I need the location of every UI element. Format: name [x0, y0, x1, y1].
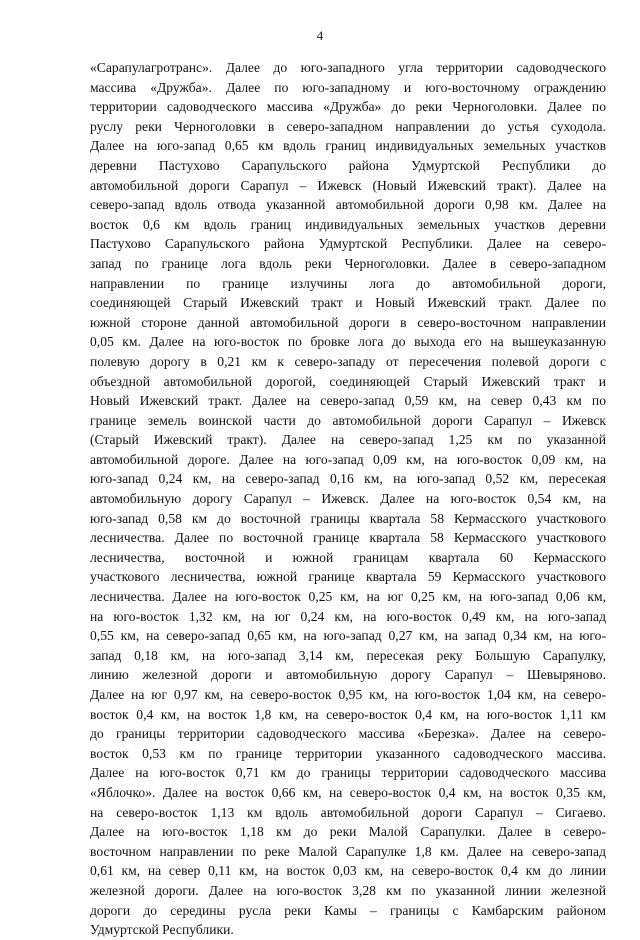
text-line: запад по границе лога вдоль реки Черноголовки. Далее в северо-западном: [90, 255, 606, 271]
text-line: «Яблочко». Далее на восток 0,66 км, на северо-восток 0,4 км, на восток 0,35 км,: [90, 784, 606, 800]
text-line: Удмуртской Республики.: [90, 922, 234, 938]
text-line: железной дороги. Далее на юго-восток 3,28 км по указанной линии железной: [90, 882, 606, 898]
text-line: до границы территории садоводческого массива «Березка». Далее на северо-: [90, 726, 606, 742]
text-line: лесничества. Далее по восточной границе квартала 58 Кермасского участкового: [90, 530, 606, 546]
text-line: юго-запад 0,24 км, на северо-запад 0,16 км, на юго-запад 0,52 км, пересекая: [90, 471, 606, 487]
text-line: на юго-восток 1,32 км, на юг 0,24 км, на юго-восток 0,49 км, на юго-запад: [90, 608, 606, 624]
text-line: автомобильную дорогу Сарапул – Ижевск. Далее на юго-восток 0,54 км, на: [90, 491, 606, 507]
text-line: Далее на юго-восток 0,71 км до границы территории садоводческого массива: [90, 765, 606, 781]
text-line: «Сарапулагротранс». Далее до юго-западного угла территории садоводческого: [90, 60, 606, 75]
text-line: участкового лесничества, южной границе квартала 59 Кермасского участкового: [90, 569, 606, 585]
text-line: объездной автомобильной дорогой, соединяющей Старый Ижевский тракт и: [90, 373, 606, 389]
text-line: автомобильной дороги Сарапул – Ижевск (Новый Ижевский тракт). Далее на: [90, 177, 606, 193]
text-line: восток 0,4 км, на восток 1,8 км, на северо-восток 0,4 км, на юго-восток 1,11 км: [90, 706, 606, 722]
text-line: соединяющей Старый Ижевский тракт и Новый Ижевский тракт. Далее по: [90, 295, 606, 311]
text-line: 0,61 км, на север 0,11 км, на восток 0,03 км, на северо-восток 0,4 км до линии: [90, 863, 606, 879]
text-line: границе земель воинской части до автомобильной дороги Сарапул – Ижевск: [90, 412, 606, 428]
text-line: Новый Ижевский тракт. Далее на северо-запад 0,59 км, на север 0,43 км по: [90, 393, 606, 409]
text-line: Далее на юг 0,97 км, на северо-восток 0,95 км, на юго-восток 1,04 км, на северо-: [90, 687, 606, 702]
text-line: (Старый Ижевский тракт). Далее на северо-запад 1,25 км по указанной: [90, 432, 606, 448]
text-line: восточном направлении по реке Малой Сарапулке 1,8 км. Далее на северо-запад: [90, 843, 606, 859]
text-line: территории садоводческого массива «Дружба» до реки Черноголовки. Далее по: [90, 99, 606, 115]
text-line: восток 0,53 км по границе территории указанного садоводческого массива.: [90, 745, 606, 761]
text-line: дороги до середины русла реки Камы – границы с Камбарским районом: [90, 902, 606, 918]
text-line: 0,55 км, на северо-запад 0,65 км, на юго-запад 0,27 км, на запад 0,34 км, на юго-: [90, 628, 606, 644]
text-line: деревни Пастухово Сарапульского района Удмуртской Республики до: [90, 157, 606, 173]
text-line: лесничества, восточной и южной границам квартала 60 Кермасского: [90, 549, 606, 565]
text-line: руслу реки Черноголовки в северо-западном направлении до устья суходола.: [90, 118, 606, 134]
text-line: линию железной дороги и автомобильную дорогу Сарапул – Шевыряново.: [90, 667, 606, 683]
text-line: Далее на юго-запад 0,65 км вдоль границ индивидуальных земельных участков: [90, 138, 606, 154]
text-line: на северо-восток 1,13 км вдоль автомобильной дороги Сарапул – Сигаево.: [90, 804, 606, 820]
text-line: восток 0,6 км вдоль границ индивидуальных земельных участков деревни: [90, 216, 606, 232]
body-text: [90, 58, 606, 940]
page-number: 4: [316, 28, 324, 43]
text-line: 0,05 км. Далее на юго-восток по бровке лога до выхода его на вышеуказанную: [90, 334, 606, 350]
text-line: направлении по границе излучины лога до автомобильной дороги,: [90, 275, 606, 291]
text-line: лесничества. Далее на юго-восток 0,25 км, на юг 0,25 км, на юго-запад 0,06 км,: [90, 589, 606, 605]
text-line: полевую дорогу в 0,21 км к северо-западу от пересечения полевой дороги с: [90, 353, 606, 369]
text-line: Далее на юго-восток 1,18 км до реки Малой Сарапулки. Далее в северо-: [90, 824, 606, 840]
text-line: Пастухово Сарапульского района Удмуртской Республики. Далее на северо-: [90, 236, 606, 252]
text-line: автомобильной дороге. Далее на юго-запад 0,09 км, на юго-восток 0,09 км, на: [90, 451, 606, 467]
text-line: запад 0,18 км, на юго-запад 3,14 км, пересекая реку Большую Сарапулку,: [90, 647, 606, 663]
text-line: юго-запад 0,58 км до восточной границы квартала 58 Кермасского участкового: [90, 510, 606, 526]
text-line: северо-запад вдоль отвода указанной автомобильной дороги 0,98 км. Далее на: [90, 197, 606, 213]
text-line: массива «Дружба». Далее по юго-западному и юго-восточному ограждению: [90, 79, 606, 95]
text-line: южной стороне данной автомобильной дороги в северо-восточном направлении: [90, 314, 606, 330]
